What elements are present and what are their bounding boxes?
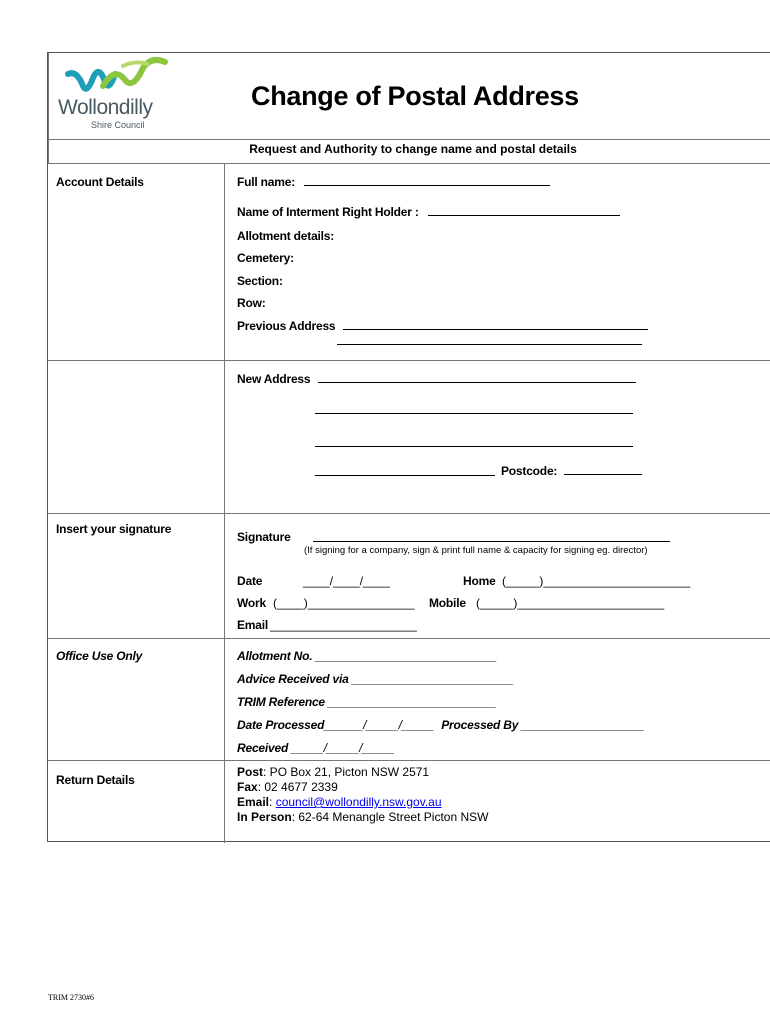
email-separator: : (269, 795, 276, 809)
work-label: Work (237, 596, 266, 610)
trim-reference-blank[interactable]: __________________________ (328, 695, 497, 709)
postcode-line[interactable] (564, 464, 642, 475)
new-address-line[interactable] (318, 372, 636, 383)
full-name-label: Full name: (237, 175, 296, 189)
work-phone-blank[interactable]: (____)________________ (273, 596, 415, 610)
processed-by-label: Processed By (441, 718, 519, 732)
date-processed-field[interactable] (237, 718, 644, 732)
postcode-field[interactable] (501, 464, 642, 478)
received-field[interactable] (237, 741, 395, 755)
full-name-field[interactable] (237, 175, 550, 189)
signature-section-label: Insert your signature (56, 522, 172, 536)
allotment-details-label: Allotment details: (237, 229, 335, 243)
divider (48, 513, 770, 514)
post-line (237, 765, 488, 780)
allotment-no-label: Allotment No. (237, 649, 313, 663)
new-address-label: New Address (237, 372, 311, 386)
received-blank[interactable]: _____/_____/_____ (291, 741, 395, 755)
previous-address-line[interactable] (343, 319, 648, 330)
allotment-no-field[interactable] (237, 649, 497, 663)
new-address-line-2[interactable] (315, 413, 633, 414)
advice-blank[interactable]: _________________________ (351, 672, 514, 686)
date-blank[interactable]: ____/____/____ (303, 574, 390, 588)
post-label: Post (237, 765, 264, 779)
mobile-label: Mobile (429, 596, 466, 610)
email-blank[interactable]: ______________________ (270, 618, 417, 632)
row-label: Row: (237, 296, 266, 310)
signature-note: (If signing for a company, sign & print full name & capacity for signing eg. director) (304, 545, 648, 556)
fax-line (237, 780, 488, 795)
new-address-line-3[interactable] (315, 446, 633, 447)
signature-line[interactable] (313, 541, 670, 542)
logo-wave-icon (63, 56, 173, 98)
advice-label: Advice Received via (237, 672, 349, 686)
column-divider (224, 163, 225, 843)
logo-name: Wollondilly (58, 96, 153, 119)
received-label: Received (237, 741, 289, 755)
postal-address-form (47, 52, 770, 842)
divider (48, 360, 770, 361)
return-email-label: Email (237, 795, 270, 809)
divider (48, 163, 770, 164)
council-email-link[interactable]: council@wollondilly.nsw.gov.au (275, 795, 442, 809)
processed-by-blank[interactable]: ___________________ (521, 718, 645, 732)
email-label: Email (237, 618, 269, 632)
cemetery-label: Cemetery: (237, 251, 294, 265)
signature-label: Signature (237, 530, 291, 544)
divider (48, 139, 770, 140)
office-use-label: Office Use Only (56, 649, 143, 663)
interment-holder-label: Name of Interment Right Holder : (237, 205, 419, 219)
home-label: Home (463, 574, 496, 588)
mobile-phone-blank[interactable]: (_____)______________________ (476, 596, 665, 610)
fax-value: : 02 4677 2339 (257, 780, 338, 794)
previous-address-label: Previous Address (237, 319, 336, 333)
postcode-label: Postcode: (501, 464, 558, 478)
account-details-label: Account Details (56, 175, 144, 189)
date-processed-blank[interactable]: ______/_____/_____ (324, 718, 435, 732)
date-processed-label: Date Processed (237, 718, 325, 732)
return-details-label: Return Details (56, 773, 135, 787)
email-line (237, 795, 488, 810)
divider (48, 638, 770, 639)
full-name-line[interactable] (304, 175, 550, 186)
advice-field[interactable] (237, 672, 514, 686)
trim-reference-field[interactable] (237, 695, 496, 709)
in-person-label: In Person (237, 810, 292, 824)
previous-address-line-2[interactable] (337, 344, 642, 345)
interment-holder-field[interactable] (237, 205, 620, 219)
allotment-no-blank[interactable]: ____________________________ (315, 649, 497, 663)
new-address-line-4[interactable] (315, 475, 495, 476)
new-address-field[interactable] (237, 372, 636, 386)
previous-address-field[interactable] (237, 319, 648, 333)
return-details-block (237, 765, 488, 825)
in-person-value: : 62-64 Menangle Street Picton NSW (291, 810, 489, 824)
page-title: Change of Postal Address (251, 81, 579, 111)
date-label: Date (237, 574, 263, 588)
form-subtitle: Request and Authority to change name and postal details (249, 142, 577, 156)
trim-footer: TRIM 2730#6 (48, 993, 94, 1002)
trim-reference-label: TRIM Reference (237, 695, 325, 709)
post-value: : PO Box 21, Picton NSW 2571 (263, 765, 430, 779)
section-label: Section: (237, 274, 283, 288)
in-person-line (237, 810, 488, 825)
council-logo (53, 54, 183, 132)
divider (48, 760, 770, 761)
interment-holder-line[interactable] (428, 205, 620, 216)
logo-subtitle: Shire Council (91, 120, 145, 130)
fax-label: Fax (237, 780, 258, 794)
home-phone-blank[interactable]: (_____)______________________ (502, 574, 691, 588)
